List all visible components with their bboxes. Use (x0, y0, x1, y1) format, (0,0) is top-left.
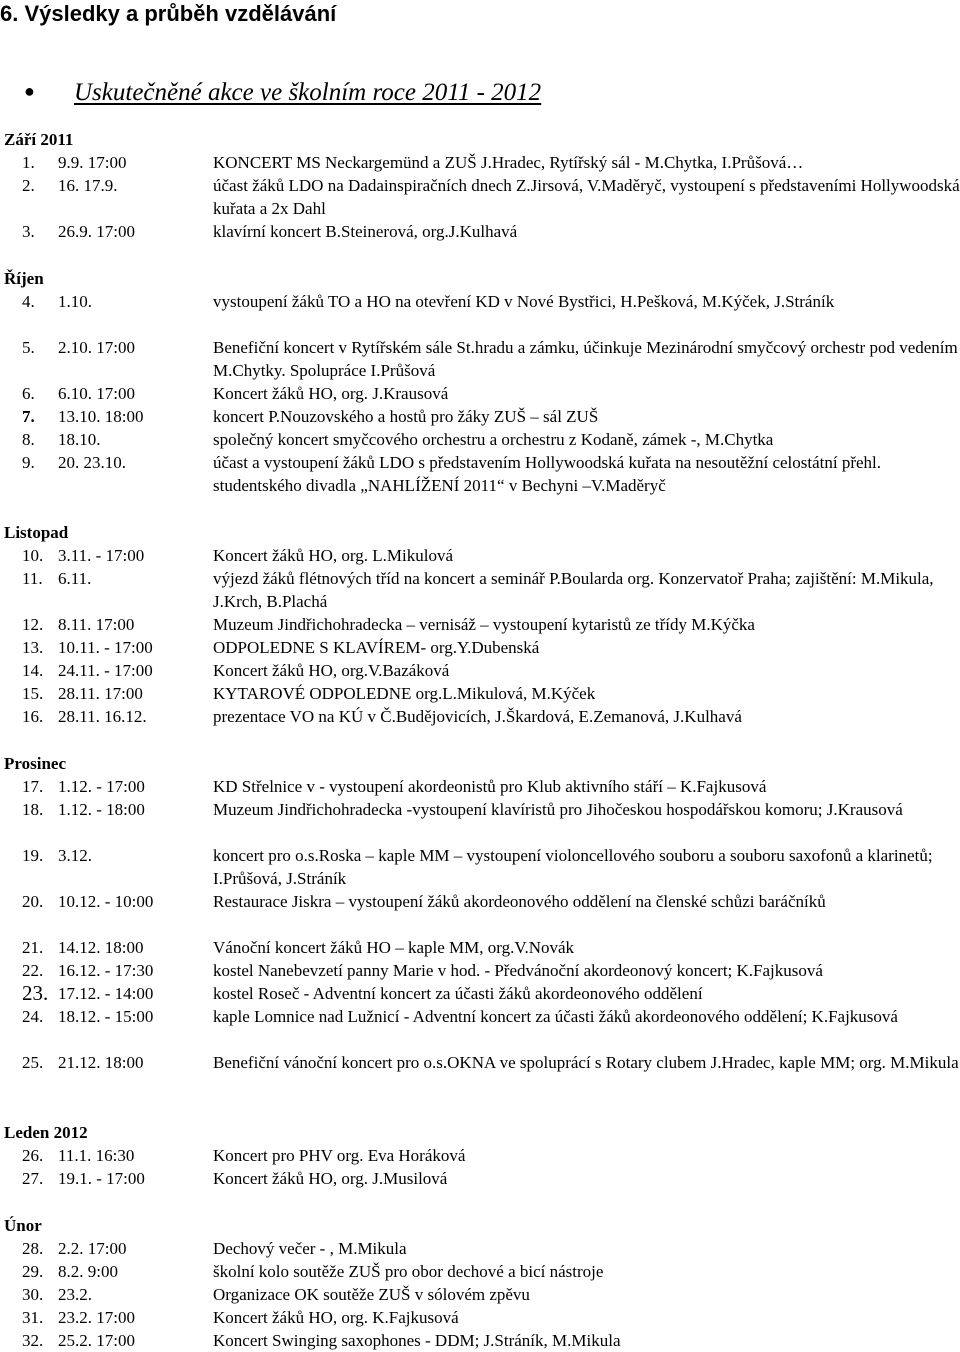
event-description: kostel Roseč - Adventní koncert za účasti žáků akordeonového oddělení (213, 984, 703, 1003)
event-date: 1.12. - 17:00 (58, 777, 145, 796)
event-row (0, 1005, 960, 1051)
event-row (0, 1260, 960, 1283)
event-description: Restaurace Jiskra – vystoupení žáků akordeonového oddělení na členské schůzi baráčníků (213, 892, 826, 911)
event-row (0, 1283, 960, 1306)
event-date: 10.12. - 10:00 (58, 892, 154, 911)
event-row (0, 936, 960, 959)
event-row (0, 844, 960, 890)
event-row (0, 174, 960, 220)
month-section (0, 267, 960, 497)
event-row (0, 775, 960, 798)
event-number: 27. (22, 1169, 44, 1188)
event-row (0, 636, 960, 659)
event-number: 23. (22, 981, 49, 1005)
event-number: 18. (22, 800, 44, 819)
event-row (0, 405, 960, 428)
event-description: KD Střelnice v - vystoupení akordeonistů pro Klub aktivního stáří – K.Fajkusová (213, 777, 767, 796)
event-description: ODPOLEDNE S KLAVÍREM- org.Y.Dubenská (213, 638, 540, 657)
event-row (0, 428, 960, 451)
event-row (0, 544, 960, 567)
event-date: 16.12. - 17:30 (58, 961, 154, 980)
event-date: 18.10. (58, 430, 101, 449)
month-heading: Listopad (4, 523, 69, 542)
section-spacer (0, 497, 960, 521)
event-number: 3. (22, 222, 35, 241)
event-number: 5. (22, 338, 35, 357)
section-heading: 6. Výsledky a průběh vzdělávání (0, 1, 337, 26)
event-description: prezentace VO na KÚ v Č.Budějovicích, J.Škardová, E.Zemanová, J.Kulhavá (213, 707, 742, 726)
event-row (0, 890, 960, 936)
event-date: 3.12. (58, 846, 92, 865)
event-row (0, 659, 960, 682)
event-date: 17.12. - 14:00 (58, 984, 154, 1003)
event-description: Organizace OK soutěže ZUŠ v sólovém zpěvu (213, 1285, 530, 1304)
event-description: Koncert pro PHV org. Eva Horáková (213, 1146, 466, 1165)
event-number: 2. (22, 176, 35, 195)
event-description: KYTAROVÉ ODPOLEDNE org.L.Mikulová, M.Kýček (213, 684, 596, 703)
event-number: 12. (22, 615, 44, 634)
events-list (0, 128, 960, 1352)
event-row (0, 220, 960, 243)
event-date: 9.9. 17:00 (58, 153, 127, 172)
event-description: Koncert žáků HO, org. L.Mikulová (213, 546, 453, 565)
event-date: 3.11. - 17:00 (58, 546, 145, 565)
event-date: 2.10. 17:00 (58, 338, 135, 357)
event-date: 10.11. - 17:00 (58, 638, 153, 657)
month-section (0, 752, 960, 1097)
event-number: 13. (22, 638, 44, 657)
event-date: 26.9. 17:00 (58, 222, 135, 241)
event-date: 20. 23.10. (58, 453, 126, 472)
event-date: 24.11. - 17:00 (58, 661, 153, 680)
event-date: 16. 17.9. (58, 176, 118, 195)
event-date: 2.2. 17:00 (58, 1239, 127, 1258)
event-number: 30. (22, 1285, 44, 1304)
event-date: 28.11. 16.12. (58, 707, 147, 726)
event-description: Vánoční koncert žáků HO – kaple MM, org.V.Novák (213, 938, 575, 957)
event-description: Dechový večer - , M.Mikula (213, 1239, 407, 1258)
event-row (0, 1237, 960, 1260)
event-date: 18.12. - 15:00 (58, 1007, 154, 1026)
event-description: vystoupení žáků TO a HO na otevření KD v Nové Bystřici, H.Pešková, M.Kýček, J.Stráník (213, 292, 835, 311)
event-number: 6. (22, 384, 35, 403)
event-date: 25.2. 17:00 (58, 1331, 135, 1350)
subtitle-line (24, 76, 541, 108)
event-number: 20. (22, 892, 44, 911)
event-date: 1.12. - 18:00 (58, 800, 145, 819)
event-number: 19. (22, 846, 44, 865)
event-row (0, 705, 960, 728)
month-heading: Leden 2012 (4, 1123, 88, 1142)
event-number: 26. (22, 1146, 44, 1165)
event-number: 11. (22, 569, 43, 588)
event-row (0, 1167, 960, 1190)
event-description: účast žáků LDO na Dadainspiračních dnech Z.Jirsová, V.Maděryč, vystoupení s představeními Hollywoodská kuřata a 2x Dahl (213, 176, 960, 218)
event-row (0, 567, 960, 613)
event-number: 8. (22, 430, 35, 449)
event-description: Koncert Swinging saxophones - DDM; J.Stráník, M.Mikula (213, 1331, 621, 1350)
event-number: 24. (22, 1007, 44, 1026)
event-number: 1. (22, 153, 35, 172)
event-description: Benefiční koncert v Rytířském sále St.hradu a zámku, účinkuje Mezinárodní smyčcový orchestr pod vedením M.Chytky. Spolupráce I.Průšová (213, 338, 958, 380)
event-row (0, 682, 960, 705)
section-spacer (0, 728, 960, 752)
event-number: 15. (22, 684, 44, 703)
event-row (0, 382, 960, 405)
event-date: 23.2. (58, 1285, 92, 1304)
event-date: 21.12. 18:00 (58, 1053, 144, 1072)
month-heading: Únor (4, 1216, 42, 1235)
event-number: 17. (22, 777, 44, 796)
event-number: 31. (22, 1308, 44, 1327)
event-row (0, 290, 960, 336)
event-number: 7. (22, 407, 35, 426)
event-row (0, 1051, 960, 1097)
event-date: 6.10. 17:00 (58, 384, 135, 403)
event-date: 28.11. 17:00 (58, 684, 143, 703)
event-description: Benefiční vánoční koncert pro o.s.OKNA ve spoluprácí s Rotary clubem J.Hradec, kaple MM; org. M.Mikula (213, 1053, 959, 1072)
event-description: kaple Lomnice nad Lužnicí - Adventní koncert za účasti žáků akordeonového oddělení; K.Fajkusová (213, 1007, 898, 1026)
event-number: 10. (22, 546, 44, 565)
event-description: klavírní koncert B.Steinerová, org.J.Kulhavá (213, 222, 518, 241)
event-row (0, 982, 960, 1005)
event-description: společný koncert smyčcového orchestru a orchestru z Kodaně, zámek -, M.Chytka (213, 430, 774, 449)
event-date: 19.1. - 17:00 (58, 1169, 145, 1188)
section-spacer (0, 1190, 960, 1214)
subtitle-text: Uskutečněné akce ve školním roce 2011 - 2012 (74, 79, 542, 106)
event-number: 21. (22, 938, 44, 957)
event-row (0, 1144, 960, 1167)
event-description: Koncert žáků HO, org. J.Musilová (213, 1169, 448, 1188)
event-row (0, 798, 960, 844)
bullet-icon: ● (24, 81, 35, 101)
event-number: 22. (22, 961, 44, 980)
event-number: 16. (22, 707, 44, 726)
event-number: 4. (22, 292, 35, 311)
month-section (0, 521, 960, 728)
event-number: 29. (22, 1262, 44, 1281)
event-description: Koncert žáků HO, org. K.Fajkusová (213, 1308, 459, 1327)
event-description: školní kolo soutěže ZUŠ pro obor dechové a bicí nástroje (213, 1262, 604, 1281)
event-number: 14. (22, 661, 44, 680)
event-date: 14.12. 18:00 (58, 938, 144, 957)
event-description: Koncert žáků HO, org.V.Bazáková (213, 661, 450, 680)
event-date: 8.2. 9:00 (58, 1262, 118, 1281)
event-date: 8.11. 17:00 (58, 615, 135, 634)
event-date: 11.1. 16:30 (58, 1146, 135, 1165)
section-spacer (0, 243, 960, 267)
month-section (0, 1214, 960, 1352)
event-row (0, 151, 960, 174)
month-section (0, 128, 960, 243)
event-description: KONCERT MS Neckargemünd a ZUŠ J.Hradec, Rytířský sál - M.Chytka, I.Průšová… (213, 153, 804, 172)
event-description: Muzeum Jindřichohradecka -vystoupení klavíristů pro Jihočeskou hospodářskou komoru; J.Krausová (213, 800, 903, 819)
month-heading: Prosinec (4, 754, 67, 773)
month-section (0, 1121, 960, 1190)
event-date: 13.10. 18:00 (58, 407, 144, 426)
event-description: výjezd žáků flétnových tříd na koncert a seminář P.Boularda org. Konzervatoř Praha; zajištění: M.Mikula, J.Krch, B.Plachá (213, 569, 934, 611)
event-description: Muzeum Jindřichohradecka – vernisáž – vystoupení kytaristů ze třídy M.Kýčka (213, 615, 755, 634)
event-description: Koncert žáků HO, org. J.Krausová (213, 384, 449, 403)
event-number: 28. (22, 1239, 44, 1258)
event-row (0, 1329, 960, 1352)
event-row (0, 451, 960, 497)
event-row (0, 1306, 960, 1329)
month-heading: Září 2011 (4, 130, 74, 149)
event-date: 1.10. (58, 292, 92, 311)
event-row (0, 959, 960, 982)
event-date: 23.2. 17:00 (58, 1308, 135, 1327)
event-row (0, 613, 960, 636)
month-heading: Říjen (4, 269, 44, 288)
event-description: kostel Nanebevzetí panny Marie v hod. - Předvánoční akordeonový koncert; K.Fajkusová (213, 961, 823, 980)
event-description: účast a vystoupení žáků LDO s představením Hollywoodská kuřata na nesoutěžní celostátní přehl. studentského divadla „NAHLÍŽENÍ 2011“ v Bechyni –V.Maděryč (213, 453, 882, 495)
event-number: 25. (22, 1053, 44, 1072)
section-spacer (0, 1097, 960, 1121)
event-row (0, 336, 960, 382)
event-date: 6.11. (58, 569, 92, 588)
event-description: koncert pro o.s.Roska – kaple MM – vystoupení violoncellového souboru a souboru saxofonů a klarinetů; I.Průšová, J.Stráník (213, 846, 933, 888)
event-description: koncert P.Nouzovského a hostů pro žáky ZUŠ – sál ZUŠ (213, 407, 599, 426)
event-number: 9. (22, 453, 35, 472)
event-number: 32. (22, 1331, 44, 1350)
